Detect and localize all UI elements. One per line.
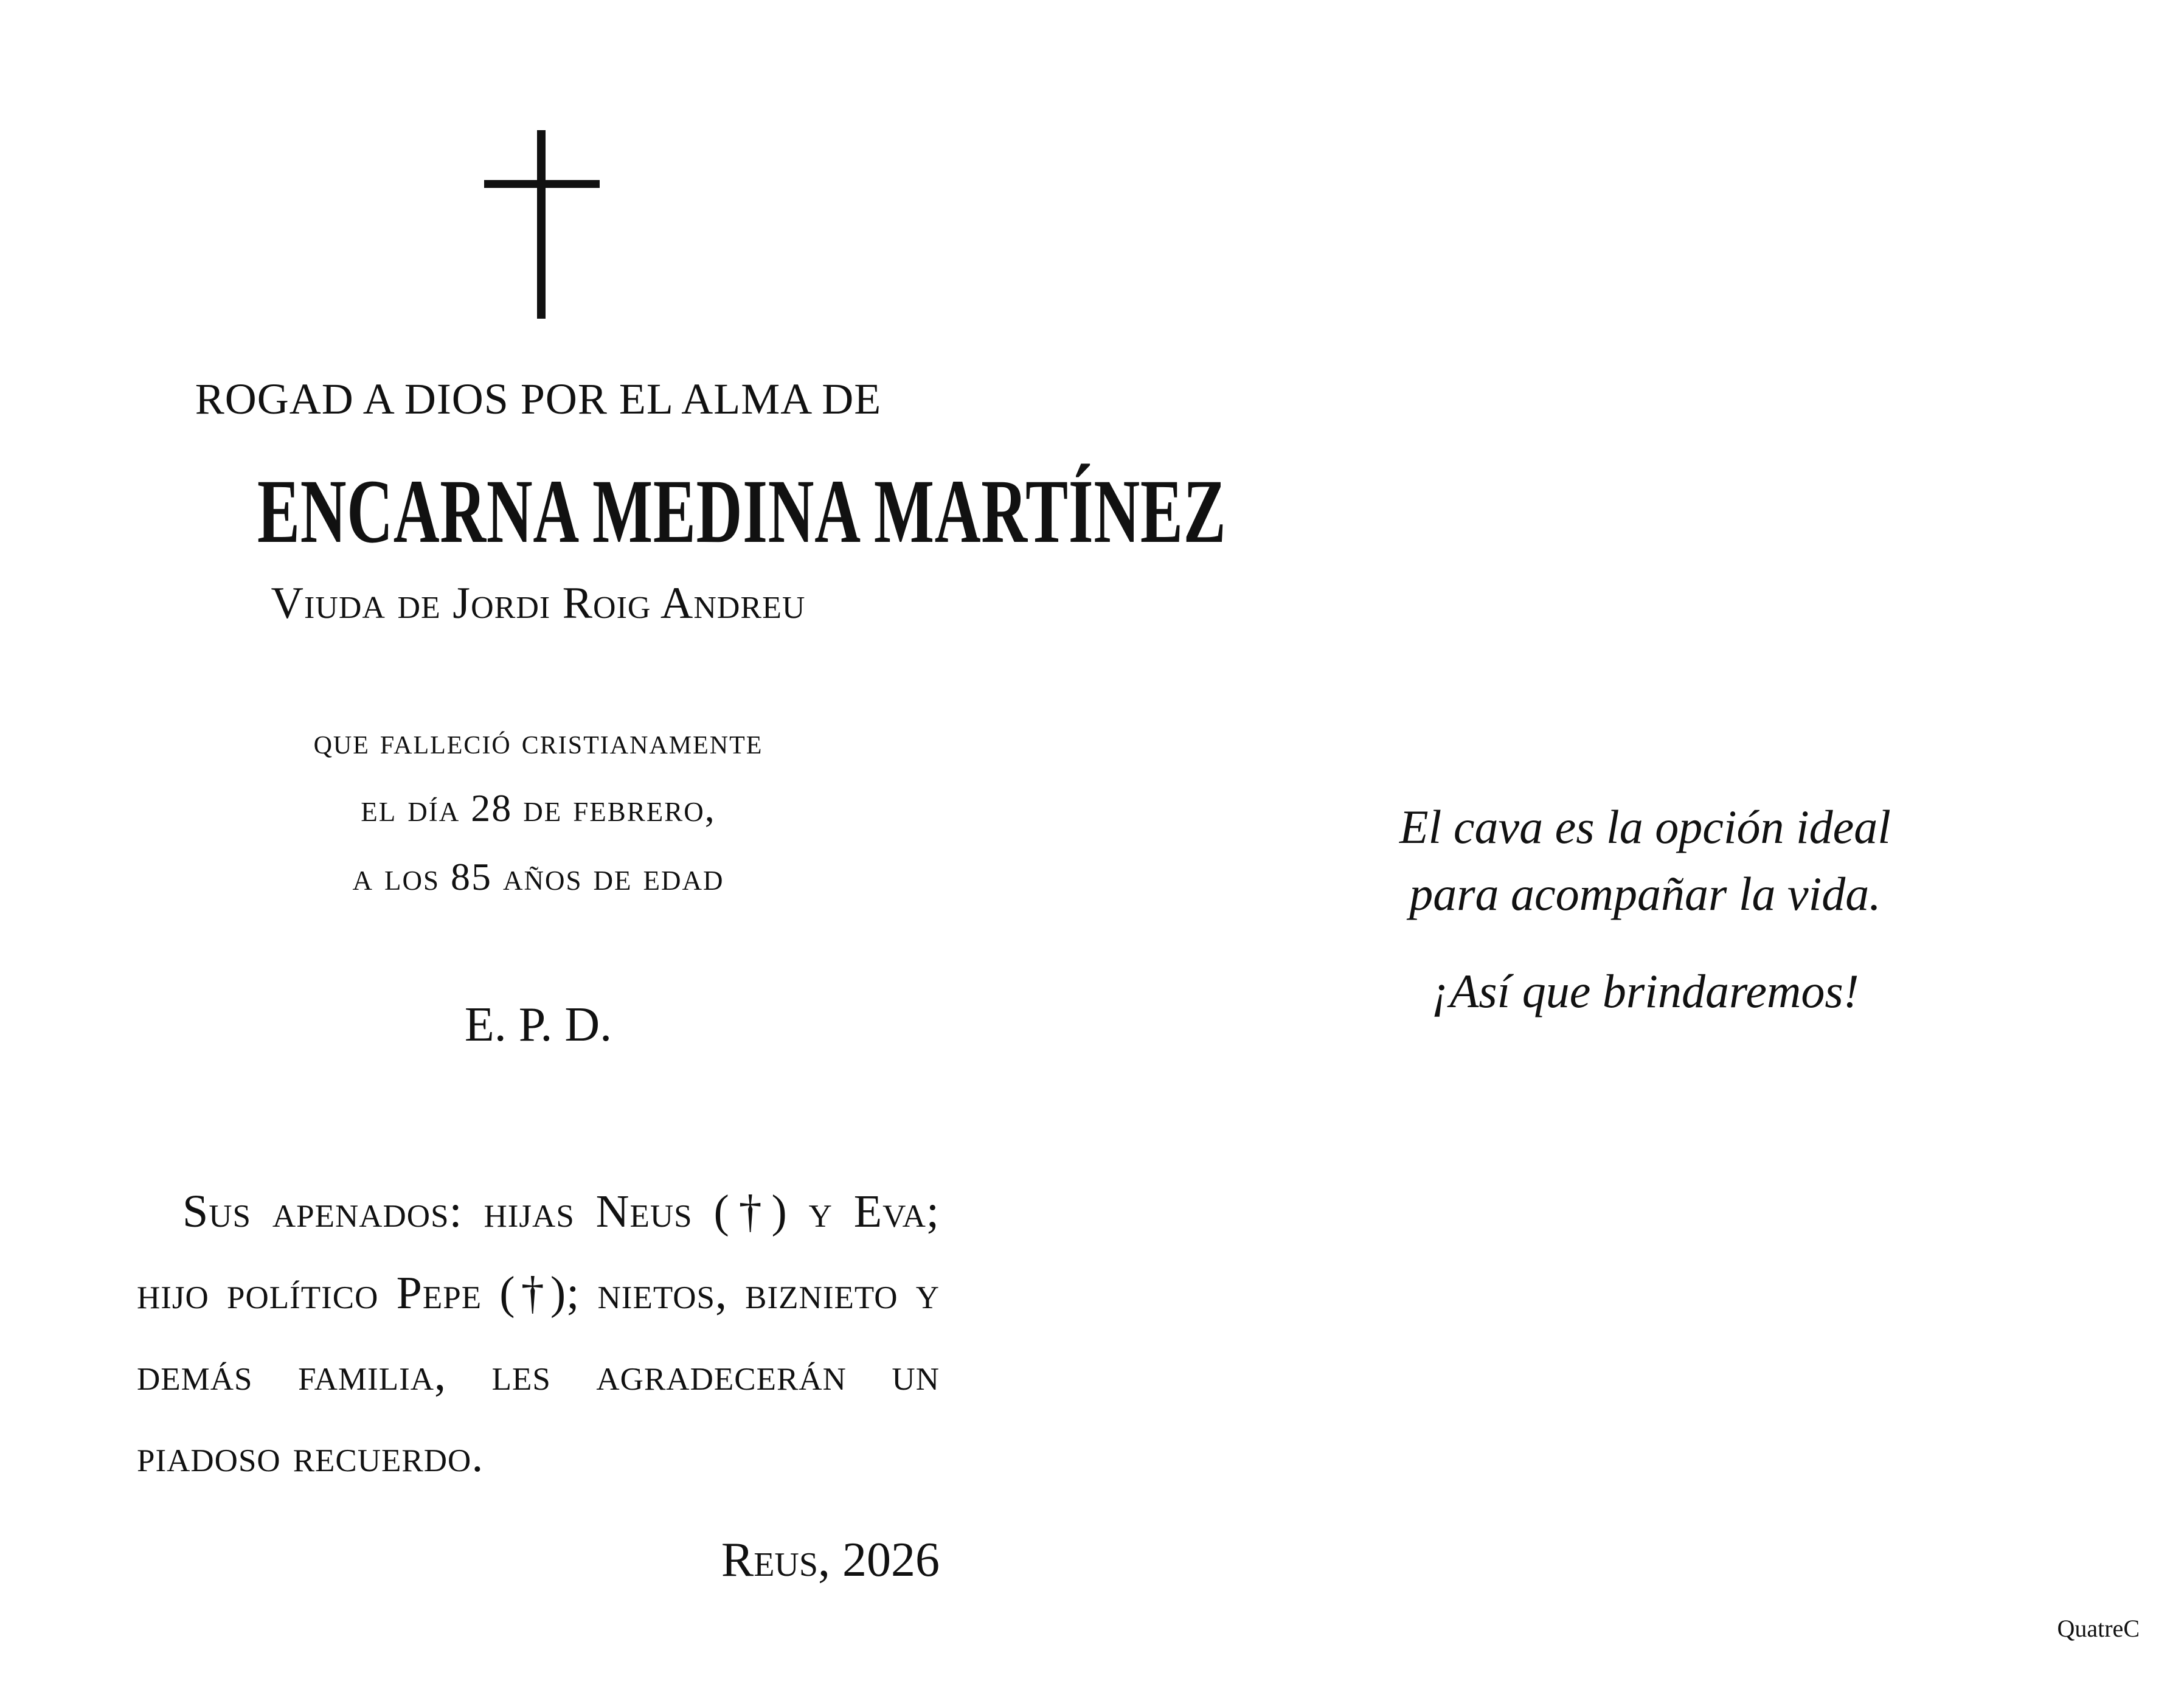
memorial-card-right-panel	[1183, 0, 2107, 1681]
deceased-name: ENCARNA MEDINA MARTÍNEZ	[257, 461, 1227, 562]
quote-line-2: para acompañar la vida.	[1409, 867, 1881, 920]
prayer-heading: ROGAD A DIOS POR EL ALMA DE	[195, 375, 882, 423]
cross-vertical-bar	[537, 130, 546, 319]
mourners-paragraph: Sus apenados: hijas Neus (†) y Eva; hijo político Pepe (†); nietos, biznieto y demás familia, les agradecerán un piadoso recuerdo.	[137, 1186, 940, 1482]
printer-credit: QuatreC	[2057, 1615, 2140, 1642]
quote-line-1: El cava es la opción ideal	[1399, 800, 1891, 853]
death-line-1: que falleció cristianamente	[313, 721, 763, 761]
quote-line-3: ¡Así que brindaremos!	[1431, 965, 1859, 1017]
latin-cross-icon	[484, 130, 600, 319]
cross-horizontal-bar	[484, 180, 600, 188]
spouse-line: Viuda de Jordi Roig Andreu	[271, 578, 806, 628]
place-year: Reus, 2026	[721, 1533, 940, 1587]
epd-text: E. P. D.	[464, 998, 612, 1052]
memorial-card-left-panel	[137, 0, 1227, 1681]
age-line: a los 85 años de edad	[352, 855, 724, 898]
death-date-line: el día 28 de febrero,	[361, 786, 716, 830]
